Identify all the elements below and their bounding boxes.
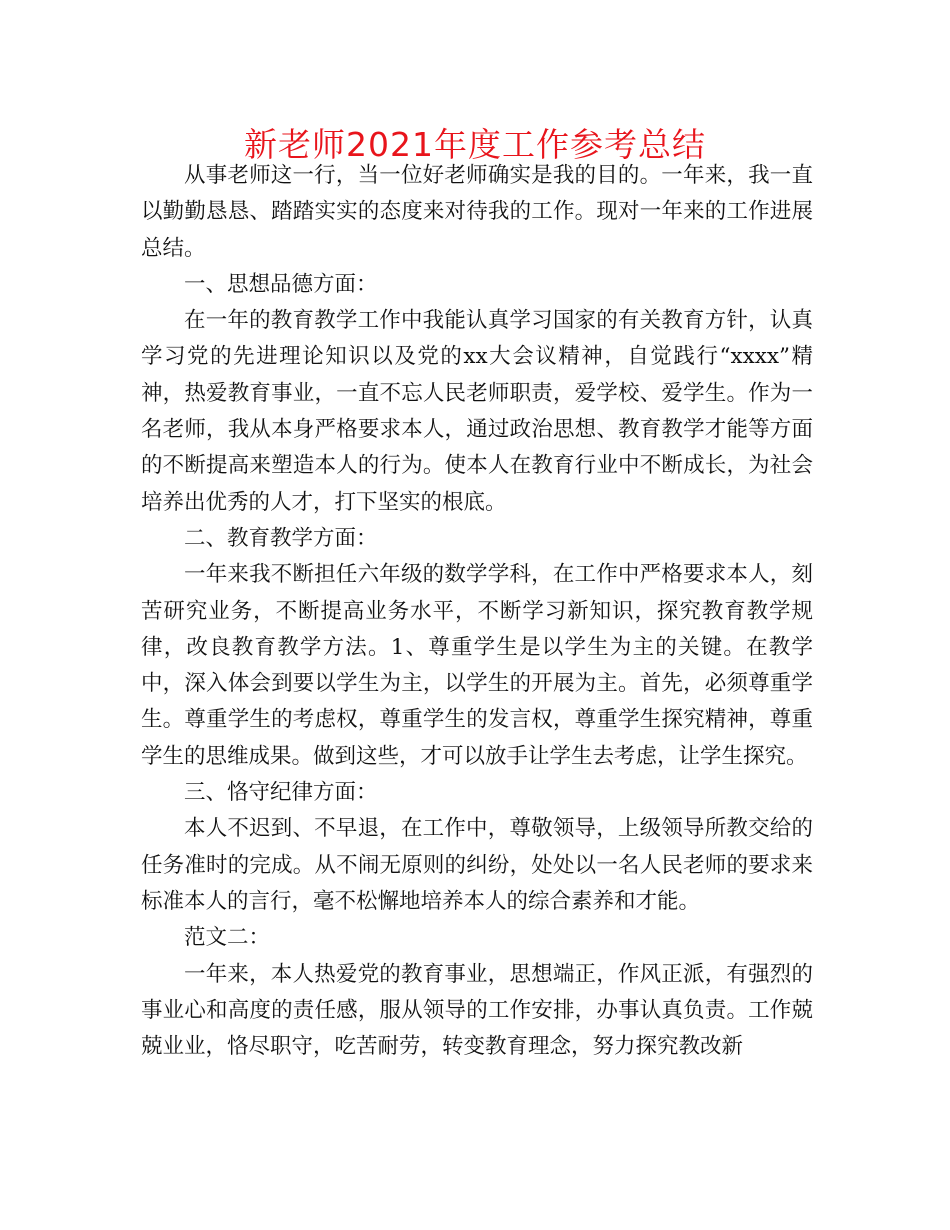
section-heading-1: 一、思想品德方面： <box>184 271 378 297</box>
section-heading-2: 二、教育教学方面： <box>184 525 378 551</box>
section-heading-3: 三、恪守纪律方面： <box>184 780 378 806</box>
sample-heading-2: 范文二： <box>184 925 271 951</box>
paragraph-intro: 从事老师这一行，当一位好老师确实是我的目的。一年来，我一直以勤勤恳恳、踏踏实实的态度来对待我的工作。现对一年来的工作进展总结。 <box>141 163 813 261</box>
paragraph-section-1: 在一年的教育教学工作中我能认真学习国家的有关教育方针，认真学习党的先进理论知识以及党的xx大会议精神，自觉践行“xxxx”精神，热爱教育事业，一直不忘人民老师职责，爱学校、爱学生。作为一名老师，我从本身严格要求本人，通过政治思想、教育教学才能等方面的不断提高来塑造本人的行为。使本人在教育行业中不断成长，为社会培养出优秀的人才，打下坚实的根底。 <box>141 308 813 515</box>
document-body <box>141 158 813 1065</box>
document-title: 新老师2021年度工作参考总结 <box>244 125 706 164</box>
paragraph-sample-2: 一年来，本人热爱党的教育事业，思想端正，作风正派，有强烈的事业心和高度的责任感，服从领导的工作安排，办事认真负责。工作兢兢业业，恪尽职守，吃苦耐劳，转变教育理念，努力探究教改新 <box>141 961 813 1060</box>
paragraph-section-3: 本人不迟到、不早退，在工作中，尊敬领导，上级领导所教交给的任务准时的完成。从不闹无原则的纠纷，处处以一名人民老师的要求来标准本人的言行，毫不松懈地培养本人的综合素养和才能。 <box>141 816 813 914</box>
paragraph-section-2: 一年来我不断担任六年级的数学学科，在工作中严格要求本人，刻苦研究业务，不断提高业务水平，不断学习新知识，探究教育教学规律，改良教育教学方法。1、尊重学生是以学生为主的关键。在教学中，深入体会到要以学生为主，以学生的开展为主。首先，必须尊重学生。尊重学生的考虑权，尊重学生的发言权，尊重学生探究精神，尊重学生的思维成果。做到这些，才可以放手让学生去考虑，让学生探究。 <box>141 562 813 769</box>
